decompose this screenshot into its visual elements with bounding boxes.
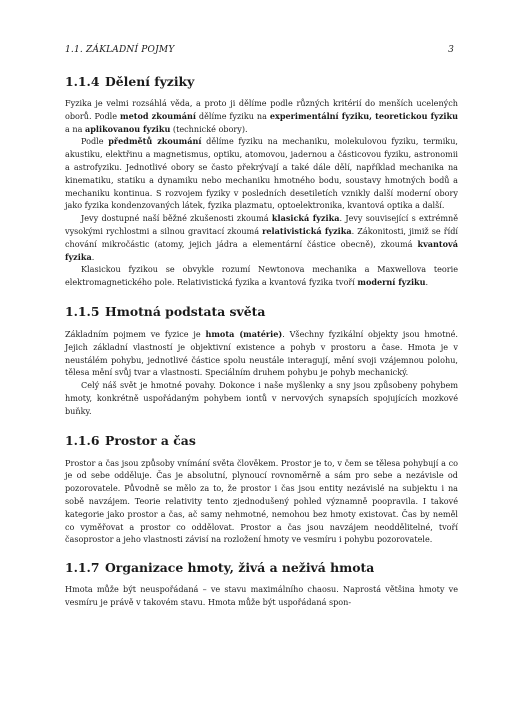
paragraph xyxy=(65,379,458,417)
text-run: Klasickou fyzikou se obvykle rozumí Newtonova mechanika a Maxwellova teorie elektromagnetického pole. Relativistická fyzika a kvantová fyzika tvoří xyxy=(65,264,458,288)
text-run: dělíme fyziku na mechaniku, molekulovou fyziku, termiku, akustiku, elektřinu a magnetismus, optiku, atomovou, jadernou a částicovou fyziku, astronomii a astrofyziku. Jednotlivé obory se často překrývají a také dále dělí, například mechanika na kinematiku, statiku a dynamiku nebo mechaniku hmotného bodu, soustavy hmotných bodů a mechaniku kontinua. S rozvojem fyziky v posledních desetiletích vznikly další moderní obory jako fyzika kondenzovaných látek, fyzika plazmatu, optoelektronika, kvantová optika a další. xyxy=(65,136,458,211)
paragraph xyxy=(65,328,458,379)
page-content xyxy=(65,62,458,609)
section-title: Hmotná podstata světa xyxy=(105,303,266,319)
section-title: Organizace hmoty, živá a neživá hmota xyxy=(105,560,375,576)
section-deleni-fyziky xyxy=(65,74,458,289)
text-run: . Zákonitosti, jimiž se řídí chování mikročástic (atomy, jejich jádra a elementární částice obecně), zkoumá xyxy=(65,225,458,249)
section-hmotna-podstata xyxy=(65,304,458,418)
text-run: . xyxy=(91,251,95,262)
section-number: 1.1.5 xyxy=(65,303,100,319)
header-chapter: 1.1. ZÁKLADNÍ POJMY xyxy=(65,45,175,55)
bold-term: metod zkoumání xyxy=(120,110,196,121)
text-run: Fyzika je velmi rozsáhlá věda, a proto ji dělíme podle různých kritérií do menších ucelených oborů. Podle xyxy=(65,98,458,121)
section-title: Dělení fyziky xyxy=(105,74,195,89)
paragraph xyxy=(65,583,458,609)
section-heading xyxy=(65,433,458,448)
bold-term: hmota (matérie) xyxy=(205,328,283,339)
bold-term: klasická fyzika xyxy=(271,213,340,224)
text-run: Podle xyxy=(81,136,109,147)
paragraph xyxy=(65,135,458,212)
section-number: 1.1.4 xyxy=(65,74,100,89)
section-heading xyxy=(65,560,458,575)
bold-term: relativistická fyzika xyxy=(262,225,352,236)
paragraph xyxy=(65,212,458,263)
section-prostor-a-cas xyxy=(65,433,458,547)
text-run: Celý náš svět je hmotné povahy. Dokonce i naše myšlenky a sny jsou způsobeny pohybem hmoty, konkrétně uspořádaným pohybem iontů v nervových synapsích spojujících mozkové buňky. xyxy=(65,380,458,416)
section-heading xyxy=(65,74,458,89)
page-number: 3 xyxy=(448,45,454,55)
text-run: . Jevy související s extrémně vysokými rychlostmi a silnou gravitací zkoumá xyxy=(65,213,458,236)
text-run: (technické obory). xyxy=(170,123,248,134)
section-organizace-hmoty xyxy=(65,560,458,609)
text-run: . xyxy=(425,277,429,288)
section-heading xyxy=(65,304,458,319)
paragraph xyxy=(65,263,458,289)
text-run: dělíme fyziku na xyxy=(195,110,270,121)
text-run: Jevy dostupné naší běžné zkušenosti zkoumá xyxy=(81,213,272,224)
text-run: . Všechny fyzikální objekty jsou hmotné. Jejich základní vlastností je objektivní existence a pohyb v prostoru a čase. Hmota je v neustálém pohybu, jednotlivé částice spolu neustále interagují, mění svoji vzájemnou polohu, tělesa mění svůj tvar a vlastnosti. Speciálním druhem pohybu je pohyb mechanický. xyxy=(65,328,458,378)
bold-term: kvantová fyzika xyxy=(65,238,458,262)
paragraph xyxy=(65,97,458,135)
section-number: 1.1.7 xyxy=(65,560,100,576)
running-header xyxy=(65,45,454,55)
bold-term: aplikovanou fyziku xyxy=(85,123,171,134)
bold-term: moderní fyziku xyxy=(357,277,426,288)
section-title: Prostor a čas xyxy=(105,432,196,448)
section-number: 1.1.6 xyxy=(65,432,100,448)
text-run: Základním pojmem ve fyzice je xyxy=(65,328,206,339)
bold-term: experimentální fyziku, teoretickou fyziku xyxy=(269,110,458,121)
text-run: a na xyxy=(65,123,86,134)
text-run: Hmota může být neuspořádaná – ve stavu maximálního chaosu. Naprostá většina hmoty ve vesmíru je právě v takovém stavu. Hmota může být uspořádaná spon- xyxy=(65,584,458,607)
text-run: Prostor a čas jsou způsoby vnímání světa člověkem. Prostor je to, v čem se tělesa pohybují a co je od sebe odděluje. Čas je absolutní, plynoucí rovnoměrně a sám pro sebe a nezávisle od pozorovatele. Původně se mělo za to, že prostor i čas jsou entity nezávislé na subjektu i na sobě navzájem. Teorie relativity tento zjednodušený pohled významně poopravila. I takové kategorie jako prostor a čas, ač samy nehmotné, nemohou bez hmoty existovat. Čas by neměl co vyměřovat a prostor co oddělovat. Prostor a čas jsou navzájem neoddělitelné, tvoří časoprostor a jeho vlastnosti závisí na rozložení hmoty ve vesmíru i pohybu pozorovatele. xyxy=(65,457,458,545)
paragraph xyxy=(65,457,458,547)
bold-term: předmětů zkoumání xyxy=(108,136,202,147)
